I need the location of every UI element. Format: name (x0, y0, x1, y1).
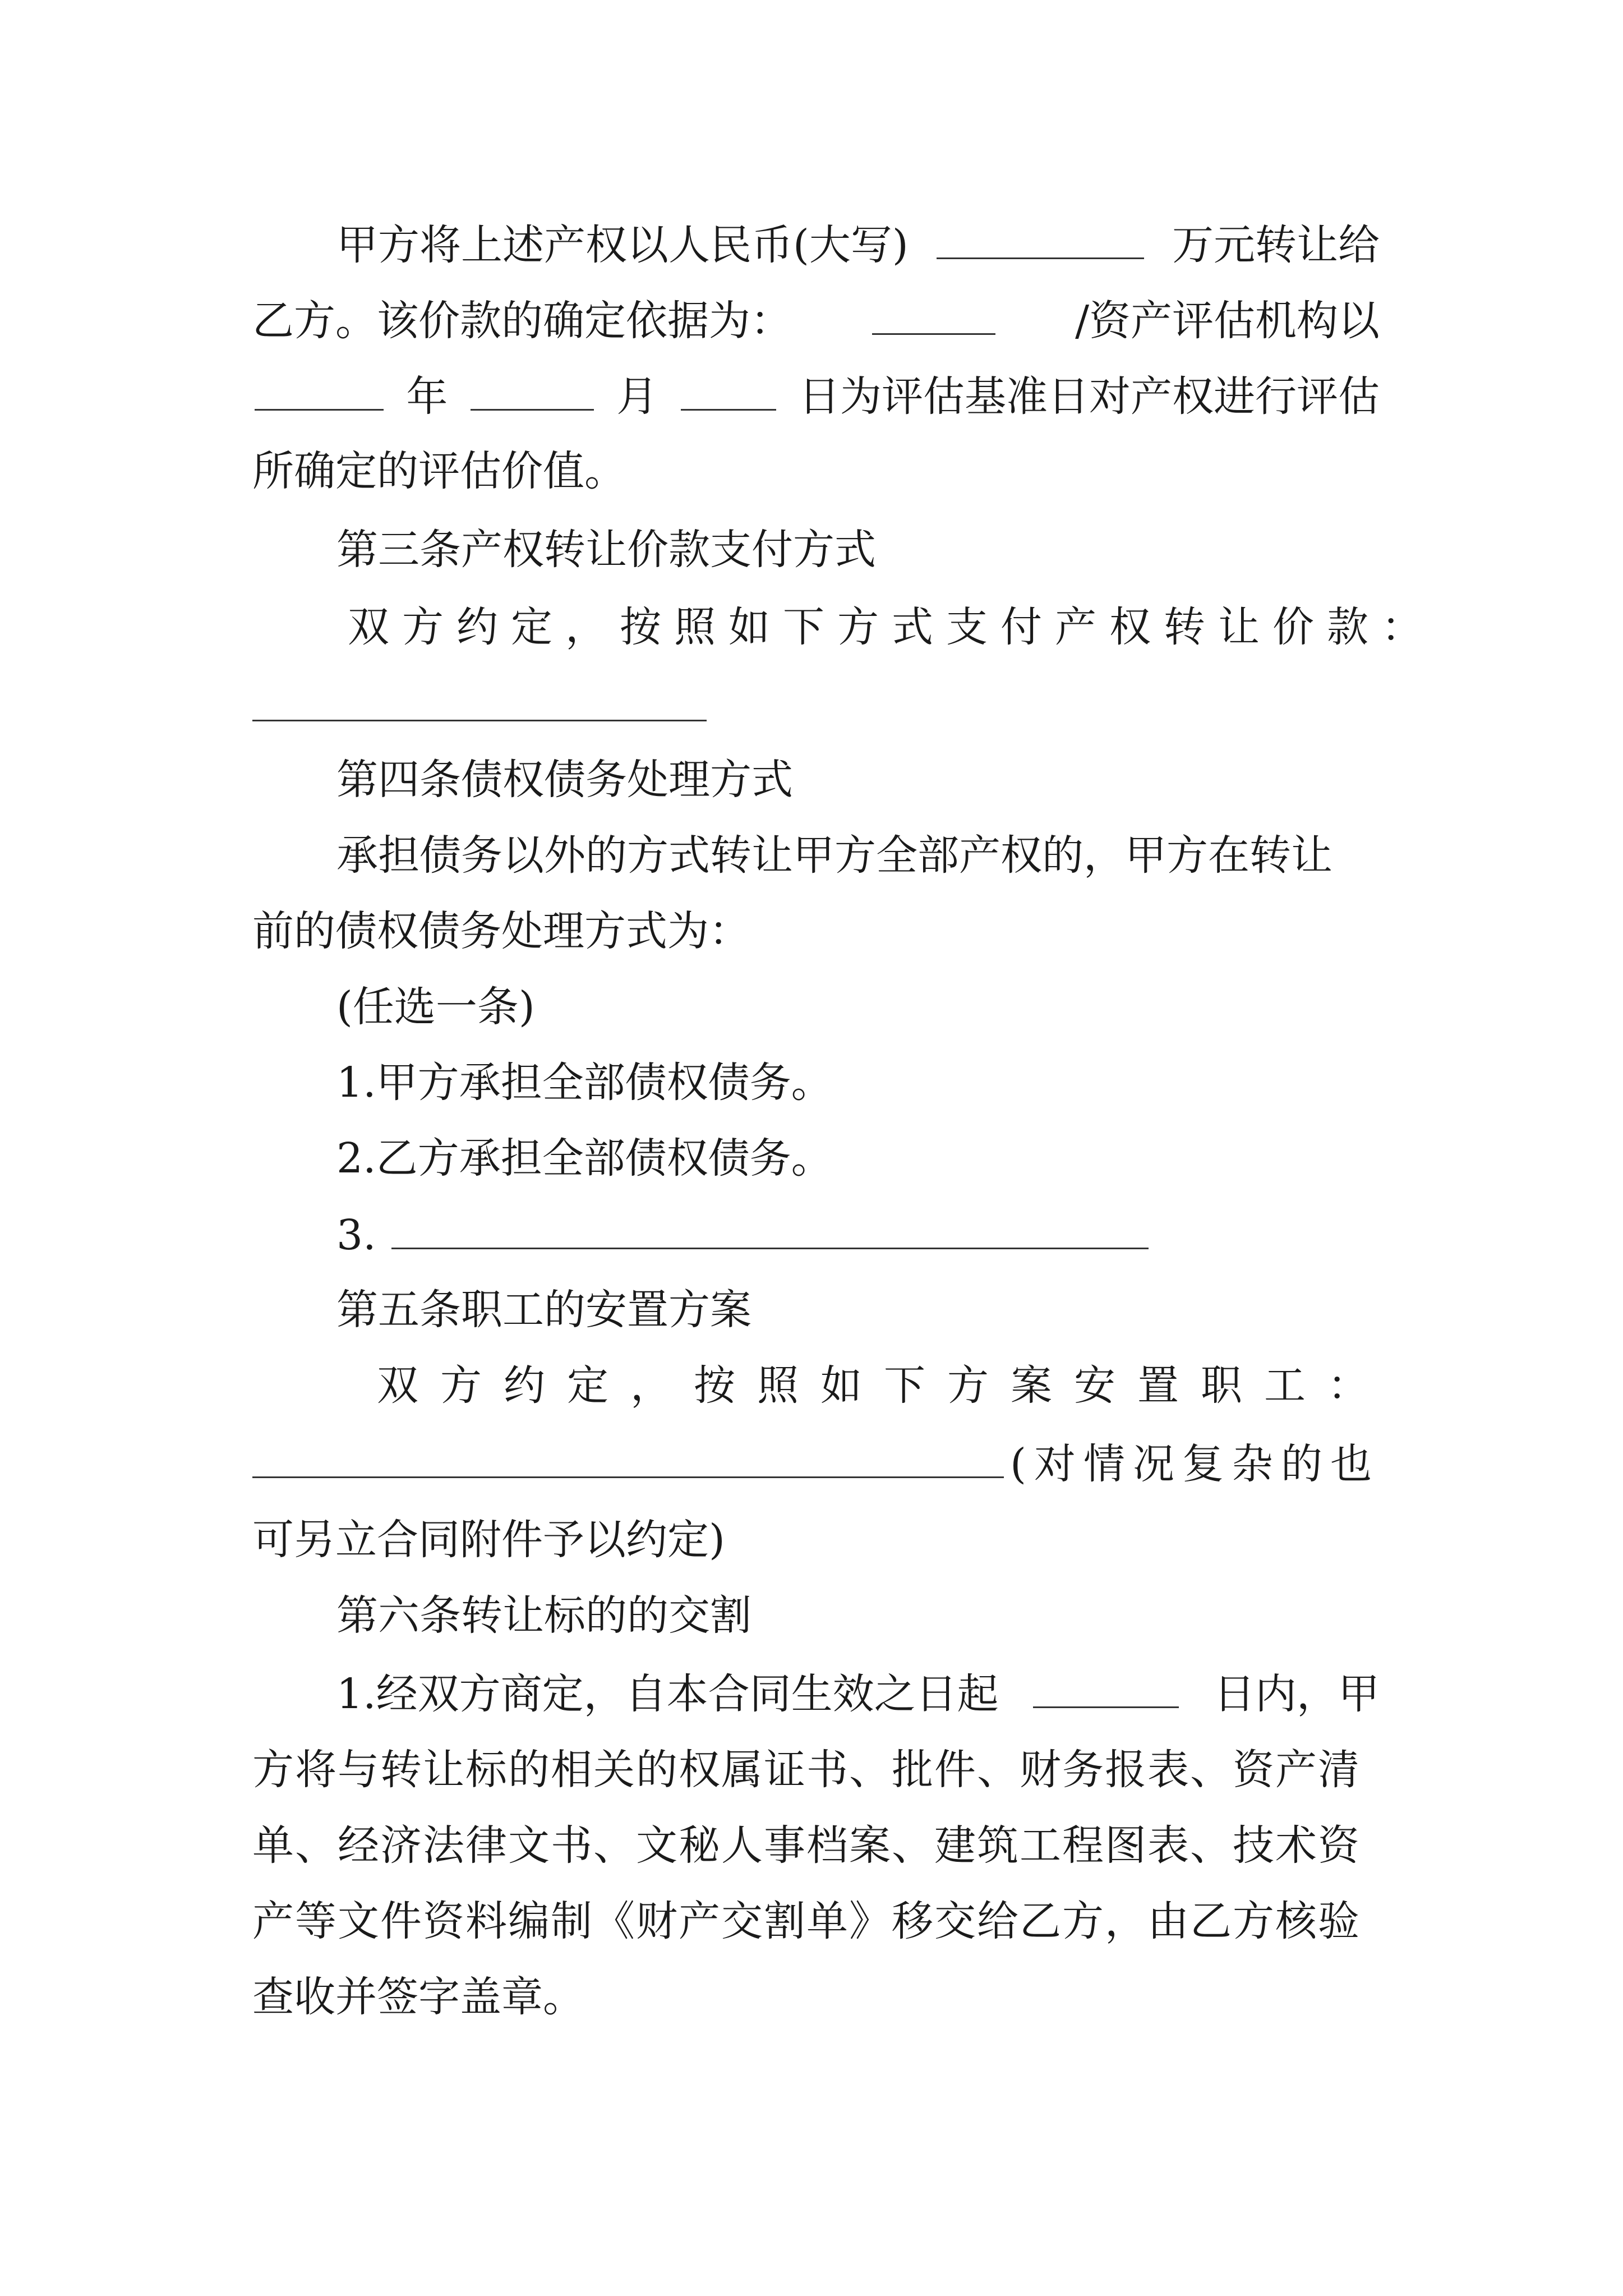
article-5-note-2: 可另立合同附件予以约定) (252, 1516, 725, 1564)
article-4-option-2: 2.乙方承担全部债权债务。 (336, 1134, 833, 1182)
option-3-blank (391, 1206, 1149, 1249)
arrangement-blank (252, 1435, 1004, 1478)
price-text-1: 甲方将上述产权以人民币(大写) (336, 221, 909, 269)
price-line-2 (252, 292, 1380, 348)
article-6-p1-line-5: 查收并签字盖章。 (252, 1973, 584, 2021)
price-text-1-end: 万元转让给 (1172, 221, 1380, 269)
article-4-body-2: 前的债权债务处理方式为： (252, 907, 750, 955)
article-4-body-1: 承担债务以外的方式转让甲方全部产权的，甲方在转让 (336, 831, 1332, 880)
article-3-heading: 第三条产权转让价款支付方式 (336, 526, 876, 574)
price-basis-blank (872, 292, 995, 335)
month-label: 月 (616, 372, 658, 421)
article-6-p1-start: 1.经双方商定，自本合同生效之日起 (336, 1670, 999, 1718)
article-5-heading: 第五条职工的安置方案 (336, 1286, 751, 1334)
article-4-option-3 (336, 1206, 1380, 1262)
year-label: 年 (406, 372, 448, 421)
article-4-note: (任选一条) (336, 983, 535, 1031)
article-6-p1-line-2: 方将与转让标的相关的权属证书、批件、财务报表、资产清 (252, 1746, 1361, 1794)
price-line-3 (252, 367, 1380, 424)
article-6-p1-line-3: 单、经济法律文书、文秘人事档案、建筑工程图表、技术资 (252, 1821, 1361, 1870)
days-blank (1033, 1665, 1179, 1708)
article-3-body: 双方约定，按照如下方式支付产权转让价款： (348, 603, 1436, 651)
price-amount-blank (937, 216, 1144, 259)
article-6-p1-line-4: 产等文件资料编制《财产交割单》移交给乙方，由乙方核验 (252, 1897, 1361, 1945)
day-blank (681, 367, 776, 411)
article-4-heading: 第四条债权债务处理方式 (336, 756, 793, 804)
price-line-4: 所确定的评估价值。 (252, 447, 626, 495)
article-6-p1-end: 日内，甲 (1213, 1670, 1380, 1718)
price-line-1 (336, 216, 1380, 272)
year-blank (255, 367, 384, 411)
day-text: 日为评估基准日对产权进行评估 (798, 372, 1380, 421)
article-6-heading: 第六条转让标的的交割 (336, 1591, 751, 1640)
article-6-p1-line-1 (336, 1665, 1380, 1721)
appraisal-agency-text: /资产评估机构以 (1075, 297, 1380, 345)
article-4-option-1: 1.甲方承担全部债权债务。 (336, 1059, 833, 1107)
article-5-note-line (252, 1435, 1380, 1491)
article-5-note-1: (对情况复杂的也 (1010, 1440, 1380, 1488)
article-5-body: 双方约定，按照如下方案安置职工： (377, 1361, 1391, 1410)
month-blank (471, 367, 594, 411)
price-basis-text: 乙方。该价款的确定依据为： (252, 297, 792, 345)
article-3-payment-blank (252, 720, 707, 721)
option-3-number: 3. (336, 1211, 376, 1259)
